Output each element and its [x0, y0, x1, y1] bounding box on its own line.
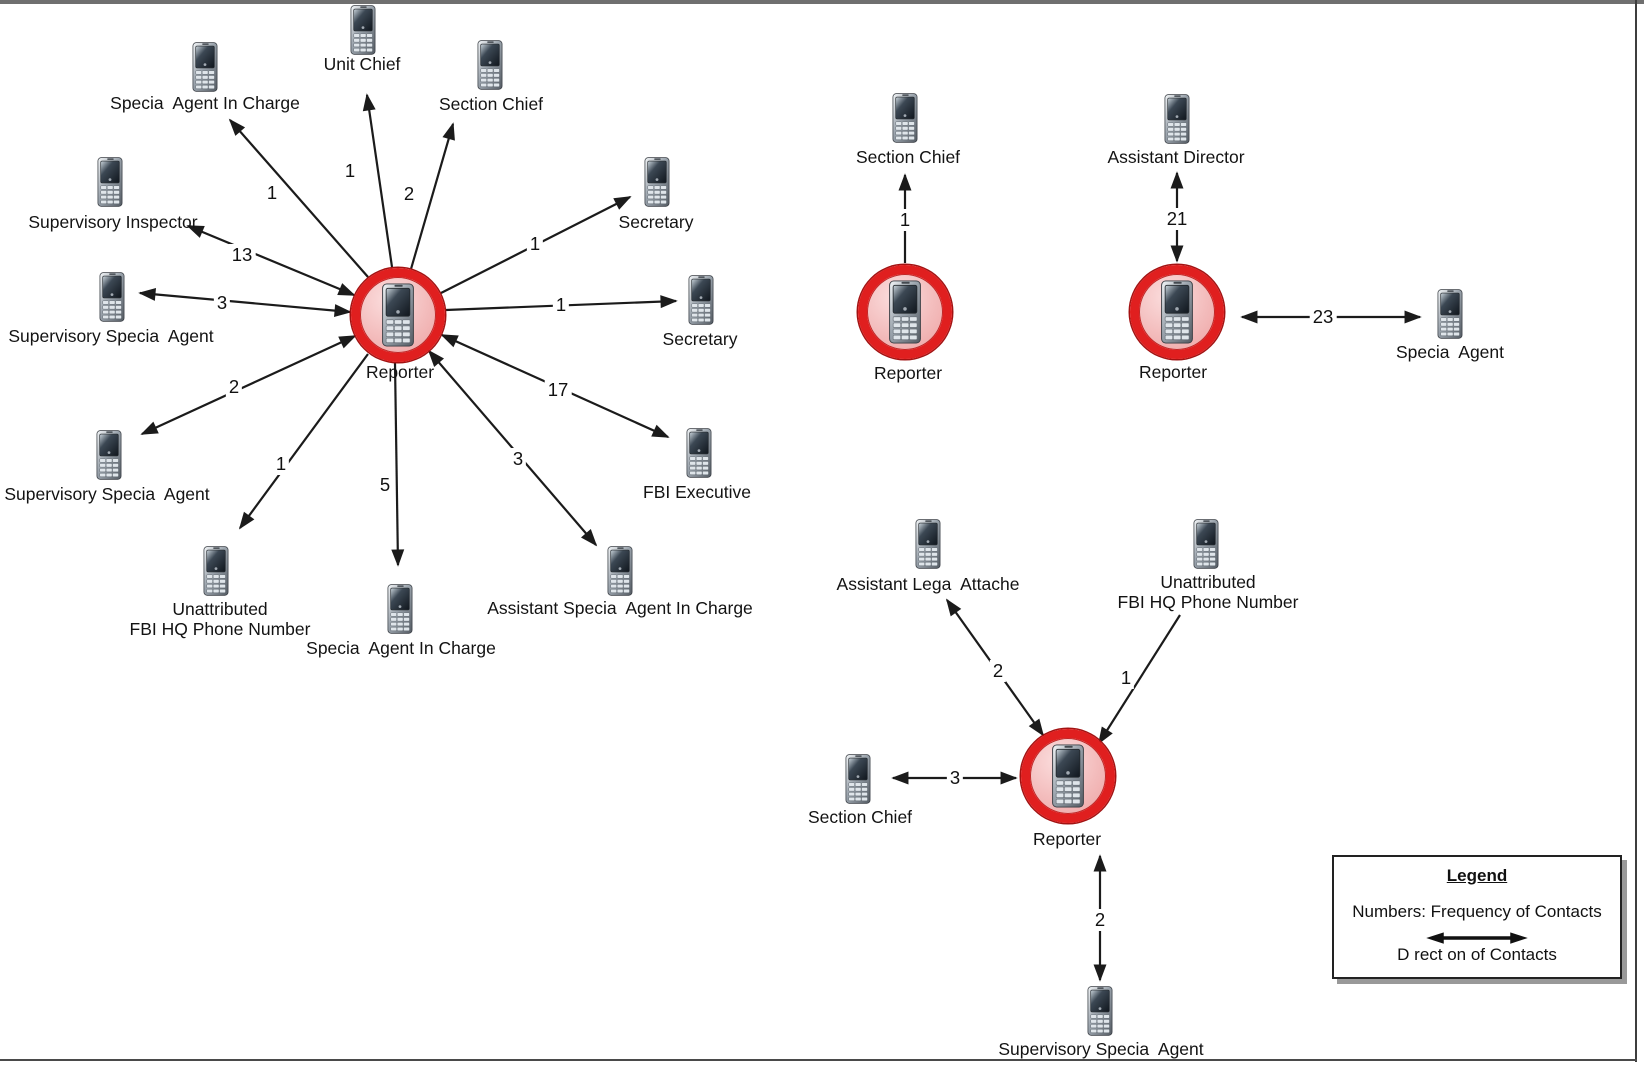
edge-frequency-reporter-right--special-agent: 23	[1310, 306, 1337, 328]
node-label-reporter-left: Reporter	[365, 362, 435, 382]
node-asst-legal-attache	[915, 518, 941, 570]
edge-frequency-reporter-left--secretary-1: 1	[527, 233, 543, 255]
node-label-unattributed-B: Unattributed FBI HQ Phone Number	[1117, 572, 1299, 612]
edge-frequency-reporter-left--saic-bottom: 5	[377, 474, 393, 496]
node-reporter-bottom	[1021, 729, 1115, 823]
edge-frequency-unattributed-B--reporter-bottom: 1	[1118, 667, 1134, 689]
node-saic-bottom	[387, 583, 413, 635]
node-reporter-middle	[858, 265, 952, 359]
node-sup-inspector	[97, 156, 123, 208]
node-label-reporter-right: Reporter	[1138, 362, 1208, 382]
node-label-fbi-exec: FBI Executive	[643, 482, 751, 502]
phone-icon	[1087, 985, 1113, 1037]
node-section-chief-L	[477, 39, 503, 91]
edge-frequency-reporter-left--asaic: 3	[510, 448, 526, 470]
phone-icon	[892, 92, 918, 144]
node-label-saic-top: Specia Agent In Charge	[110, 93, 300, 113]
node-label-section-chief-B: Section Chief	[807, 807, 913, 827]
phone-icon	[688, 274, 714, 326]
node-label-secretary-1: Secretary	[618, 212, 694, 232]
edge-reporter-left--saic-bottom	[395, 363, 398, 565]
phone-icon	[192, 41, 218, 93]
node-label-secretary-2: Secretary	[662, 329, 738, 349]
node-sup-sa-B	[1087, 985, 1113, 1037]
phone-icon	[381, 283, 415, 347]
edge-frequency-reporter-left--fbi-exec: 17	[545, 379, 572, 401]
edge-reporter-left--unit-chief	[367, 95, 392, 267]
phone-icon	[607, 545, 633, 597]
node-label-sup-sa-B: Supervisory Specia Agent	[998, 1039, 1204, 1059]
node-fbi-exec	[686, 427, 712, 479]
edge-frequency-reporter-left--unit-chief: 1	[342, 160, 358, 182]
phone-icon	[477, 39, 503, 91]
node-label-section-chief-L: Section Chief	[438, 94, 544, 114]
node-unit-chief	[350, 4, 376, 56]
edge-frequency-reporter-left--sup-sa-2: 2	[226, 376, 242, 398]
node-label-sup-inspector: Supervisory Inspector	[28, 212, 198, 232]
edge-unattributed-B--reporter-bottom	[1099, 615, 1180, 743]
edge-frequency-reporter-right--asst-director: 21	[1164, 208, 1191, 230]
edge-frequency-reporter-left--secretary-2: 1	[553, 294, 569, 316]
edge-frequency-reporter-bottom--asst-legal-attache: 2	[990, 660, 1006, 682]
node-label-asst-director: Assistant Director	[1107, 147, 1245, 167]
edge-frequency-reporter-left--sup-sa-1: 3	[214, 292, 230, 314]
node-saic-top	[192, 41, 218, 93]
phone-icon	[387, 583, 413, 635]
phone-icon	[644, 156, 670, 208]
phone-icon	[915, 518, 941, 570]
phone-icon	[203, 545, 229, 597]
phone-icon	[686, 427, 712, 479]
node-label-reporter-bottom: Reporter	[1032, 829, 1102, 849]
node-asst-director	[1164, 93, 1190, 145]
phone-icon	[1437, 288, 1463, 340]
node-reporter-left	[351, 268, 445, 362]
phone-icon	[1164, 93, 1190, 145]
edge-frequency-reporter-bottom--section-chief-B: 3	[947, 767, 963, 789]
phone-icon	[1051, 744, 1085, 808]
node-secretary-1	[644, 156, 670, 208]
edge-reporter-left--section-chief-L	[411, 124, 453, 269]
node-label-reporter-middle: Reporter	[873, 363, 943, 383]
edge-frequency-reporter-left--unattributed-L: 1	[273, 453, 289, 475]
edge-reporter-left--sup-sa-1	[140, 293, 350, 312]
phone-icon	[99, 271, 125, 323]
edge-frequency-reporter-left--section-chief-L: 2	[401, 183, 417, 205]
phone-icon	[97, 156, 123, 208]
node-sup-sa-2	[96, 429, 122, 481]
legend-title: Legend	[1446, 866, 1508, 885]
legend	[1332, 855, 1622, 979]
edge-frequency-reporter-bottom--sup-sa-B: 2	[1092, 909, 1108, 931]
edge-frequency-reporter-left--saic-top: 1	[264, 182, 280, 204]
legend-item-direction: D rect on of Contacts	[1397, 945, 1557, 964]
node-section-chief-M	[892, 92, 918, 144]
phone-icon	[1160, 280, 1194, 344]
edge-frequency-reporter-left--sup-inspector: 13	[229, 244, 256, 266]
phone-icon	[96, 429, 122, 481]
node-special-agent	[1437, 288, 1463, 340]
edge-frequency-reporter-middle--section-chief-M: 1	[897, 209, 913, 231]
node-unattributed-L	[203, 545, 229, 597]
phone-icon	[888, 280, 922, 344]
phone-icon	[1193, 518, 1219, 570]
node-label-saic-bottom: Specia Agent In Charge	[306, 638, 496, 658]
node-secretary-2	[688, 274, 714, 326]
edge-reporter-left--sup-inspector	[188, 226, 354, 295]
phone-icon	[845, 753, 871, 805]
edge-reporter-left--sup-sa-2	[142, 336, 355, 434]
node-sup-sa-1	[99, 271, 125, 323]
node-label-unattributed-L: Unattributed FBI HQ Phone Number	[129, 599, 311, 639]
node-label-section-chief-M: Section Chief	[855, 147, 961, 167]
node-label-special-agent: Specia Agent	[1396, 342, 1504, 362]
node-unattributed-B	[1193, 518, 1219, 570]
node-label-asaic: Assistant Specia Agent In Charge	[487, 598, 753, 618]
node-label-asst-legal-attache: Assistant Lega Attache	[836, 574, 1020, 594]
node-asaic	[607, 545, 633, 597]
phone-icon	[350, 4, 376, 56]
node-label-sup-sa-2: Supervisory Specia Agent	[4, 484, 210, 504]
node-reporter-right	[1130, 265, 1224, 359]
node-label-sup-sa-1: Supervisory Specia Agent	[8, 326, 214, 346]
node-section-chief-B	[845, 753, 871, 805]
node-label-unit-chief: Unit Chief	[323, 54, 401, 74]
legend-item-frequency: Numbers: Frequency of Contacts	[1352, 902, 1602, 921]
double-arrow-icon	[1422, 931, 1532, 945]
